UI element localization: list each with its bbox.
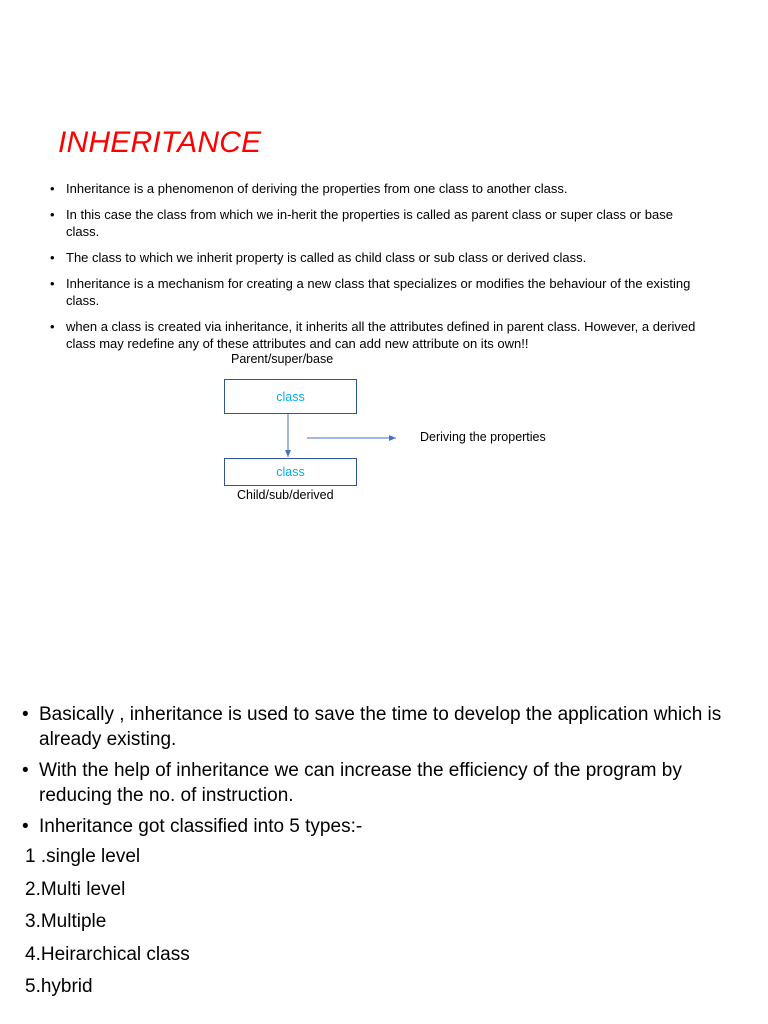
bullet-item: • Inheritance is a phenomenon of deriving the properties from one class to another class. — [50, 180, 705, 197]
slide-title: INHERITANCE — [58, 126, 262, 159]
slide-2 — [0, 690, 768, 1024]
bullet-item: • In this case the class from which we in-herit the properties is called as parent class or super class or base class. — [50, 206, 705, 240]
parent-class-text: class — [276, 389, 305, 404]
deriving-label: Deriving the properties — [420, 430, 546, 444]
bullet-item: • when a class is created via inheritance, it inherits all the attributes defined in parent class. However, a derived class may redefine any of these attributes and can add new attribute on its own!! — [50, 318, 705, 352]
type-item: 1 .single level — [25, 846, 141, 867]
bullet-item: • Inheritance is a mechanism for creating a new class that specializes or modifies the behaviour of the existing class. — [50, 275, 705, 309]
type-item: 4.Heirarchical class — [25, 943, 190, 965]
bullet-item: • With the help of inheritance we can increase the efficiency of the program by reducing the no. of instruction. — [22, 758, 742, 808]
parent-label: Parent/super/base — [231, 352, 334, 366]
bullet-item: • The class to which we inherit property is called as child class or sub class or derived class. — [50, 249, 705, 266]
inheritance-types-list — [25, 844, 190, 1007]
child-label: Child/sub/derived — [237, 488, 334, 502]
child-class-box — [224, 458, 357, 486]
type-item: 2.Multi level — [25, 878, 126, 900]
child-class-text: class — [276, 465, 305, 479]
type-item: 5.hybrid — [25, 976, 93, 997]
bullet-item: • Inheritance got classified into 5 types:- — [22, 814, 742, 839]
bullet-item: • Basically , inheritance is used to save the time to develop the application which is already existing. — [22, 702, 742, 752]
bullet-list — [22, 702, 742, 845]
type-item: 3.Multiple — [25, 911, 107, 932]
